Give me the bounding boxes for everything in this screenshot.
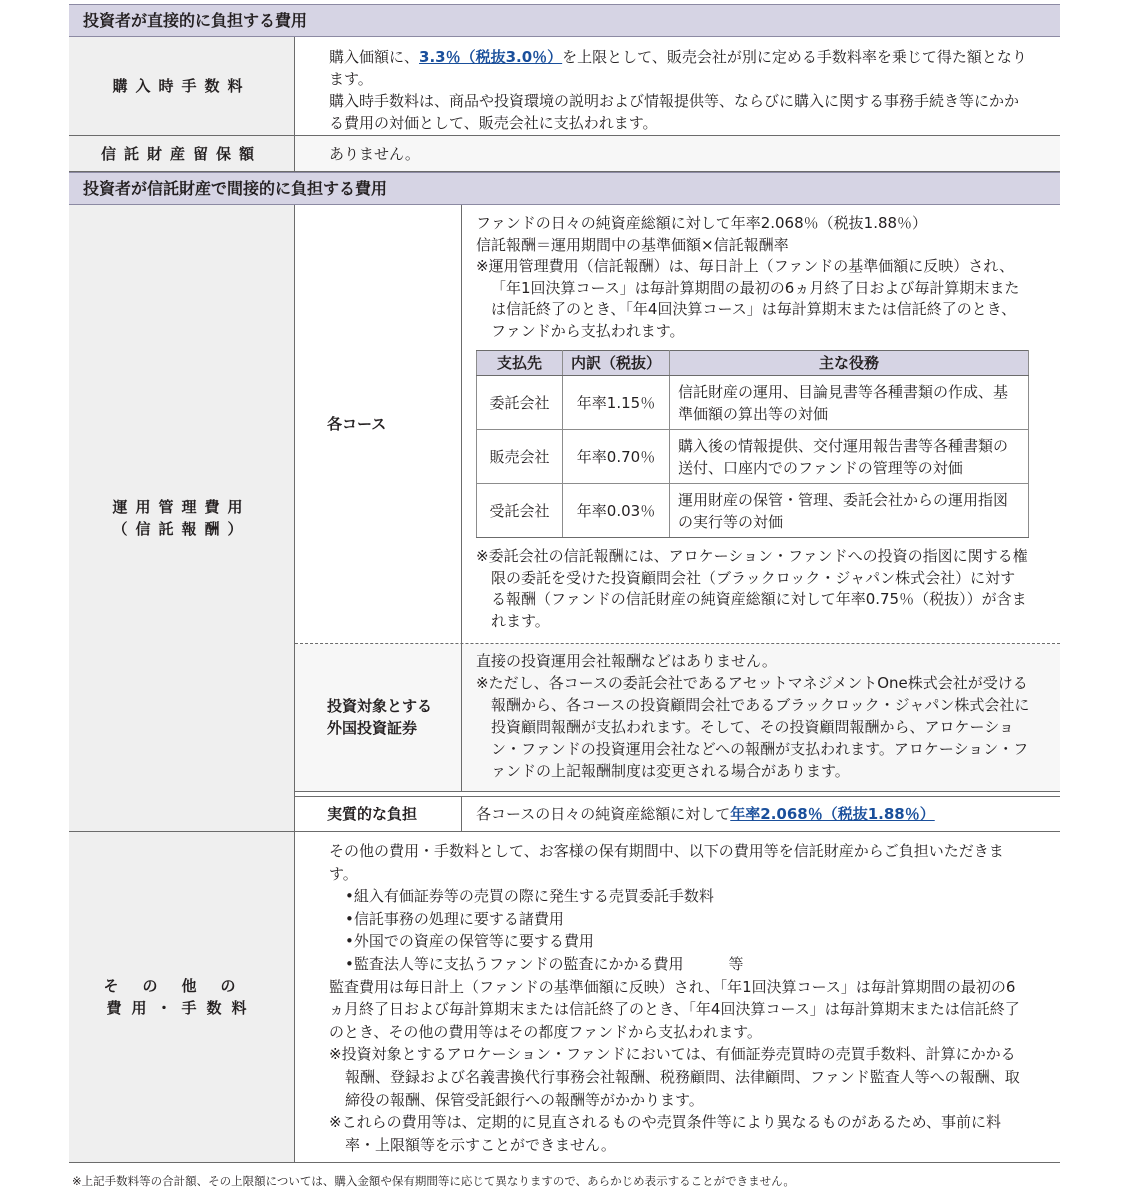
- list-item: •監査法人等に支払うファンドの監査にかかる費用 等: [345, 954, 744, 973]
- role-cell: 運用財産の保管・管理、委託会社からの運用指図の実行等の対価: [670, 484, 1029, 538]
- purchase-fee-line2: 購入時手数料は、商品や投資環境の説明および情報提供等、ならびに購入に関する事務手続き等にかかる費用の対価として、販売会社に支払われます。: [329, 92, 1020, 132]
- effective-burden-pre: 各コースの日々の純資産総額に対して: [476, 805, 731, 823]
- other-fees-intro: その他の費用・手数料として、お客様の保有期間中、以下の費用等を信託財産からご負担いただきます。: [329, 842, 1004, 883]
- management-fee-label: [69, 205, 295, 831]
- header-breakdown: 内訳（税抜）: [563, 351, 670, 376]
- purchase-fee-row: [69, 37, 1060, 136]
- other-fees-row: [69, 832, 1060, 1163]
- purchase-fee-label: 購入時手数料: [69, 37, 295, 135]
- courses-label: 各コース: [295, 205, 462, 643]
- courses-line2: 信託報酬＝運用期間中の基準価額×信託報酬率: [476, 235, 789, 254]
- other-fees-audit: 監査費用は毎日計上（ファンドの基準価額に反映）され、「年1回決算コース」は毎計算期間の最初の6ヵ月終了日および毎計算期末または信託終了のとき、「年4回決算コース」は毎計算期末または信託終了のとき、その他の費用等はその都度ファンドから支払われます。: [329, 977, 1020, 1041]
- courses-value: [462, 205, 1060, 643]
- effective-burden-rate: 年率2.068％（税抜1.88％）: [730, 805, 935, 823]
- foreign-securities-label-line2: 外国投資証券: [327, 719, 418, 738]
- payee-cell: 委託会社: [477, 376, 563, 430]
- other-fees-value: [295, 832, 1060, 1162]
- courses-row: [295, 205, 1060, 644]
- fee-breakdown-table: [476, 350, 1029, 538]
- rate-cell: 年率0.70％: [563, 430, 670, 484]
- foreign-securities-note: ※ただし、各コースの委託会社であるアセットマネジメントOne株式会社が受ける報酬から、各コースの投資顧問会社であるブラックロック・ジャパン株式会社に投資顧問報酬が支払われます。そして、その投資顧問報酬から、アロケーション・ファンドの投資運用会社などへの報酬が支払われます。アロケーション・ファンドの上記報酬制度は変更される場合があります。: [476, 673, 1030, 780]
- role-cell: 購入後の情報提供、交付運用報告書等各種書類の送付、口座内でのファンドの管理等の対価: [670, 430, 1029, 484]
- other-fees-label: [69, 832, 295, 1162]
- payee-cell: 受託会社: [477, 484, 563, 538]
- effective-burden-label: 実質的な負担: [295, 797, 462, 831]
- trust-reserve-label: 信託財産留保額: [69, 136, 295, 171]
- other-fees-label-line2: 費用・手数料: [106, 999, 257, 1017]
- section-direct-header: 投資者が直接的に負担する費用: [69, 4, 1060, 37]
- foreign-securities-label-line1: 投資対象とする: [327, 697, 433, 716]
- other-fees-note2: ※これらの費用等は、定期的に見直されるものや売買条件等により異なるものがあるため、事前に料率・上限額等を示すことができません。: [329, 1113, 1001, 1154]
- list-item: •組入有価証券等の売買の際に発生する売買委託手数料: [345, 887, 714, 906]
- table-row: [477, 484, 1029, 538]
- other-fees-note1: ※投資対象とするアロケーション・ファンドにおいては、有価証券売買時の売買手数料、計算にかかる報酬、登録および名義書換代行事務会社報酬、税務顧問、法律顧問、ファンド監査人等への報酬、取締役の報酬、保管受託銀行への報酬等がかかります。: [329, 1045, 1020, 1109]
- other-fees-label-line1: その他の: [103, 977, 260, 995]
- courses-note2: ※委託会社の信託報酬には、アロケーション・ファンドへの投資の指図に関する権限の委託を受けた投資顧問会社（ブラックロック・ジャパン株式会社）に対する報酬（ファンドの信託財産の純資産総額に対して年率0.75％（税抜））が含まれます。: [476, 547, 1028, 630]
- list-item: •外国での資産の保管等に要する費用: [345, 932, 594, 951]
- purchase-fee-rate: 3.3％（税抜3.0％）: [419, 48, 563, 66]
- trust-reserve-value: ありません。: [295, 136, 1060, 171]
- fee-table: [69, 4, 1060, 1163]
- purchase-fee-line1-post: を上限として、販売会社が別に定める手数料率を乗じて得た額となります。: [329, 48, 1027, 88]
- management-fee-row: [69, 205, 1060, 832]
- effective-burden-value: [462, 797, 1060, 831]
- payee-cell: 販売会社: [477, 430, 563, 484]
- table-row: [477, 376, 1029, 430]
- effective-burden-row: [295, 796, 1060, 831]
- purchase-fee-line1-pre: 購入価額に、: [329, 48, 420, 66]
- foreign-securities-row: [295, 644, 1060, 793]
- list-item: •信託事務の処理に要する諸費用: [345, 909, 564, 928]
- rate-cell: 年率1.15％: [563, 376, 670, 430]
- foreign-securities-label: [295, 644, 462, 792]
- purchase-fee-value: [295, 37, 1060, 135]
- management-fee-label-line1: 運用管理費用: [112, 498, 251, 516]
- courses-note1: ※運用管理費用（信託報酬）は、毎日計上（ファンドの基準価額に反映）され、「年1回決算コース」は毎計算期間の最初の6ヵ月終了日および毎計算期末または信託終了のとき、「年4回決算コース」は毎計算期末または信託終了のとき、ファンドから支払われます。: [476, 257, 1020, 340]
- section-indirect-header: 投資者が信託財産で間接的に負担する費用: [69, 172, 1060, 205]
- foreign-securities-line1: 直接の投資運用会社報酬などはありません。: [476, 651, 777, 670]
- trust-reserve-row: [69, 136, 1060, 172]
- role-cell: 信託財産の運用、目論見書等各種書類の作成、基準価額の算出等の対価: [670, 376, 1029, 430]
- courses-line1: ファンドの日々の純資産総額に対して年率2.068％（税抜1.88％）: [476, 214, 928, 232]
- foreign-securities-value: [462, 644, 1060, 792]
- table-row: [477, 430, 1029, 484]
- management-fee-label-line2: （信託報酬）: [112, 520, 251, 538]
- footer-note: ※上記手数料等の合計額、その上限額については、購入金額や保有期間等に応じて異なりますので、あらかじめ表示することができません。: [72, 1174, 795, 1188]
- rate-cell: 年率0.03％: [563, 484, 670, 538]
- header-role: 主な役務: [670, 351, 1029, 376]
- management-fee-detail: [295, 205, 1060, 831]
- fee-breakdown-header: [477, 351, 1029, 376]
- header-payee: 支払先: [477, 351, 563, 376]
